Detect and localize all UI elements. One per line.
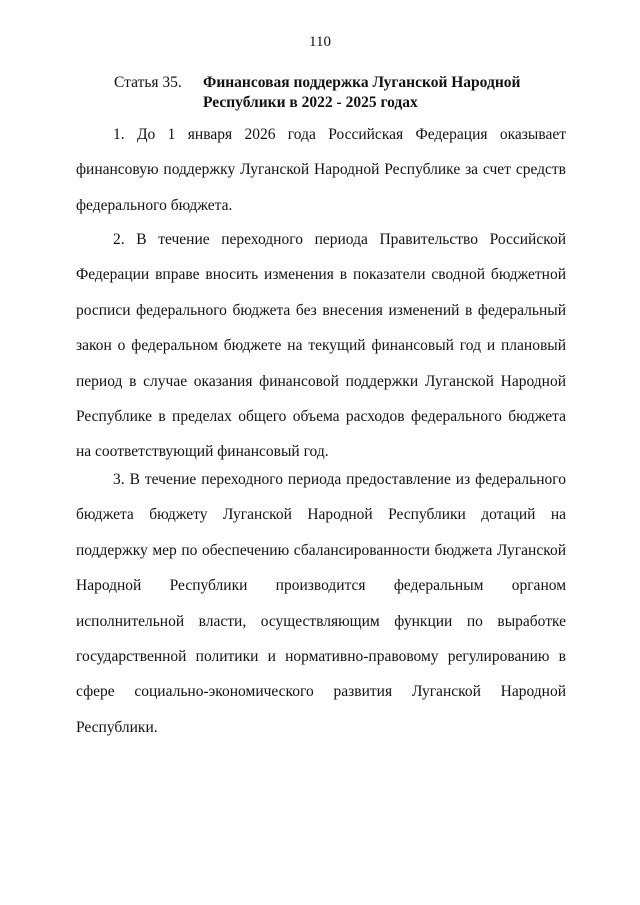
article-title: Финансовая поддержка Луганской Народной Республики в 2022 - 2025 годах bbox=[203, 74, 521, 111]
paragraph-3: 3. В течение переходного периода предоставление из федерального бюджета бюджету Луганской Народной Республики дотаций на поддержку мер по обеспечению сбалансированности бюджета Луганской Народной Республики производится федеральным органом исполнительной власти, осуществляющим функции по выработке государственной политики и нормативно-правовому регулированию в сфере социально-экономического развития Луганской Народной Республики. bbox=[76, 471, 566, 736]
paragraph-2: 2. В течение переходного периода Правительство Российской Федерации вправе вносить изменения в показатели сводной бюджетной росписи федерального бюджета без внесения изменений в федеральный закон о федеральном бюджете на текущий финансовый год и плановый период в случае оказания финансовой поддержки Луганской Народной Республике в пределах общего объема расходов федерального бюджета на соответствующий финансовый год. bbox=[76, 231, 566, 461]
page-number: 110 bbox=[309, 34, 331, 50]
paragraph-1: 1. До 1 января 2026 года Российская Федерация оказывает финансовую поддержку Луганской Народной Республике за счет средств федерального бюджета. bbox=[76, 126, 566, 214]
article-label: Статья 35. bbox=[114, 74, 182, 91]
